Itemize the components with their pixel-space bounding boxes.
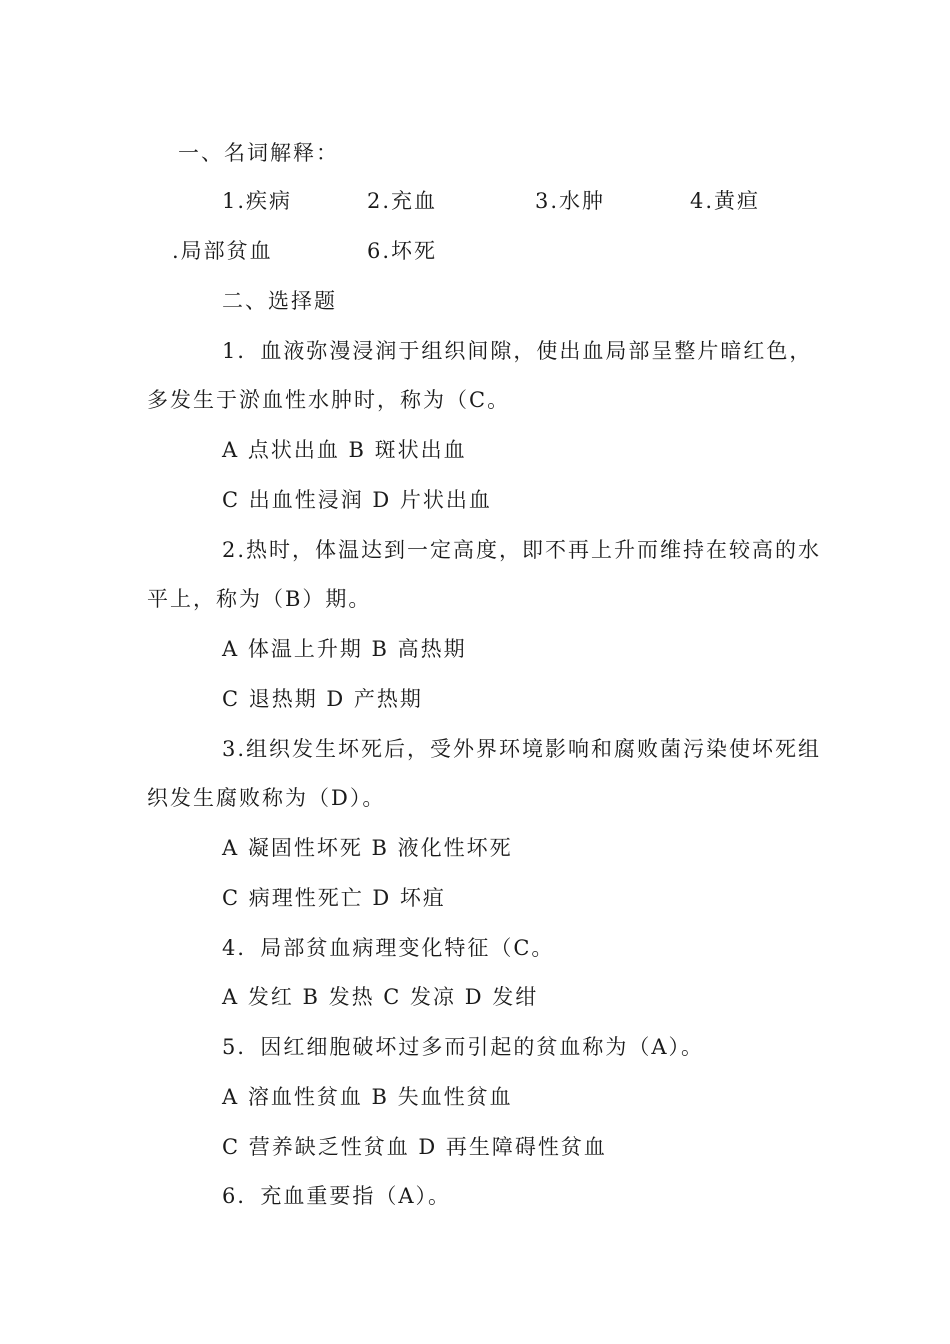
term-6: 6.坏死 [367,239,438,263]
question-6-line-1: 6．充血重要指（A）。 [222,1184,452,1208]
section-heading-definitions: 一、名词解释： [178,141,339,165]
question-5-line-1: 5．因红细胞破坏过多而引起的贫血称为（A）。 [222,1035,705,1059]
question-4-line-1: 4．局部贫血病理变化特征（C。 [222,936,555,960]
question-3-options-1: A 凝固性坏死 B 液化性坏死 [222,836,513,860]
question-3-options-2: C 病理性死亡 D 坏疽 [222,886,446,910]
term-1: 1.疾病 [222,189,293,213]
question-2-line-2: 平上，称为（B）期。 [147,587,372,611]
term-2: 2.充血 [367,189,438,213]
question-2-options-1: A 体温上升期 B 高热期 [222,637,467,661]
question-4-options-1: A 发红 B 发热 C 发凉 D 发绀 [222,985,539,1009]
question-1-options-1: A 点状出血 B 斑状出血 [222,438,467,462]
term-3: 3.水肿 [535,189,606,213]
question-1-line-2: 多发生于淤血性水肿时，称为（C。 [147,388,511,412]
section-heading-choices: 二、选择题 [222,289,337,313]
question-5-options-1: A 溶血性贫血 B 失血性贫血 [222,1085,513,1109]
question-3-line-1: 3.组织发生坏死后，受外界环境影响和腐败菌污染使坏死组 [222,737,822,761]
term-4: 4.黄疸 [690,189,761,213]
question-1-options-2: C 出血性浸润 D 片状出血 [222,488,492,512]
question-5-options-2: C 营养缺乏性贫血 D 再生障碍性贫血 [222,1135,607,1159]
term-5: .局部贫血 [172,239,273,263]
question-3-line-2: 织发生腐败称为（D）。 [147,786,386,810]
question-2-options-2: C 退热期 D 产热期 [222,687,423,711]
question-2-line-1: 2.热时，体温达到一定高度，即不再上升而维持在较高的水 [222,538,822,562]
question-1-line-1: 1．血液弥漫浸润于组织间隙，使出血局部呈整片暗红色， [222,339,813,363]
